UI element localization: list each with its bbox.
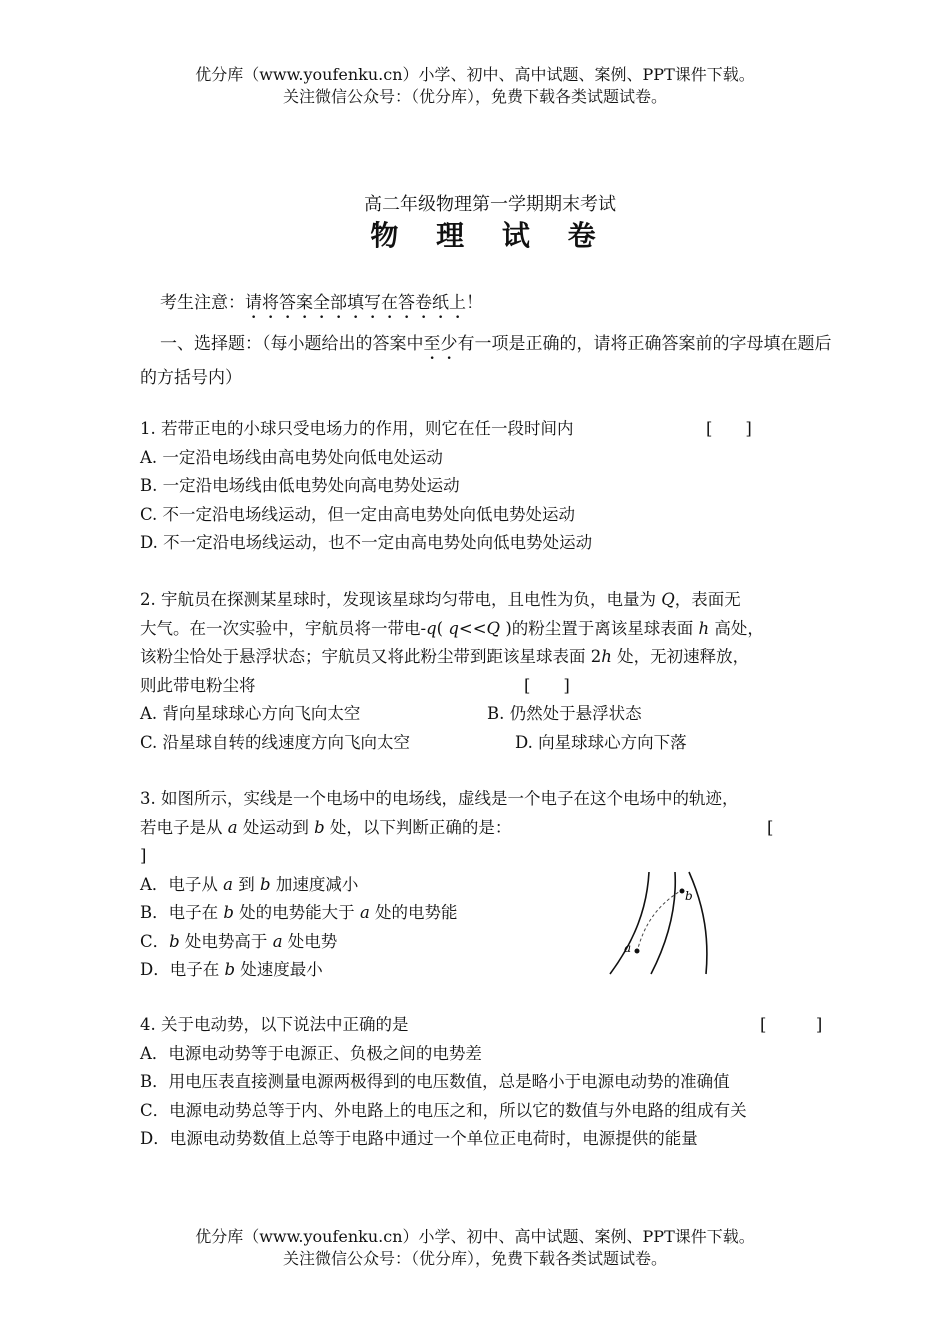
var-a: a xyxy=(272,931,283,951)
section-1-instructions xyxy=(140,330,842,392)
field-line xyxy=(610,872,649,974)
var-b: b xyxy=(314,817,325,837)
question-2 xyxy=(140,586,842,757)
page-header xyxy=(0,64,950,108)
answer-bracket: [ ] xyxy=(524,675,570,695)
field-lines-figure xyxy=(605,868,725,980)
label-a: a xyxy=(624,941,632,955)
electron-trajectory xyxy=(637,890,682,952)
text: B．电子在 xyxy=(140,903,224,922)
text: 处电势高于 xyxy=(179,931,273,951)
footer-line-2: 关注微信公众号：（优分库），免费下载各类试题试卷。 xyxy=(282,1249,667,1268)
question-2-line-4 xyxy=(140,672,842,701)
question-3-option-d xyxy=(140,956,842,985)
var-a: a xyxy=(359,903,370,922)
text: 2. 宇航员在探测某星球时，发现该星球均匀带电，且电性为负，电量为 xyxy=(140,590,662,609)
question-3-bracket-close: ] xyxy=(140,846,147,865)
question-1-option-d: D. 不一定沿电场线运动，也不一定由高电势处向低电势处运动 xyxy=(140,533,593,552)
text: 则此带电粉尘将 xyxy=(140,675,256,695)
field-line xyxy=(651,872,675,974)
question-3-line-2 xyxy=(140,814,842,843)
question-3-option-c xyxy=(140,928,842,957)
question-3 xyxy=(140,785,842,985)
notice-prefix: 考生注意： xyxy=(160,293,245,313)
text: 处运动到 xyxy=(237,817,315,837)
text: 处的电势能大于 xyxy=(233,903,360,922)
text: 处，以下判断正确的是： xyxy=(324,817,512,837)
label-b: b xyxy=(685,889,693,903)
question-2-line-3 xyxy=(140,643,842,672)
question-4-option-c: C．电源电动势总等于内、外电路上的电压之和，所以它的数值与外电路的组成有关 xyxy=(140,1100,747,1120)
notice-emphasis: 请将答案全部填写在答卷纸上 xyxy=(245,293,466,313)
question-1-text: 1. 若带正电的小球只受电场力的作用，则它在任一段时间内 xyxy=(140,419,574,438)
question-2-options-row-1 xyxy=(140,700,842,729)
page-footer xyxy=(0,1226,950,1270)
question-1 xyxy=(140,415,842,558)
question-4-option-d: D．电源电动势数值上总等于电路中通过一个单位正电荷时，电源提供的能量 xyxy=(140,1129,698,1148)
text: C． xyxy=(140,931,170,951)
exam-title: 物 理 试 卷 xyxy=(370,219,610,252)
footer-line-1: 优分库（www.youfenku.cn）小学、初中、高中试题、案例、PPT课件下载。 xyxy=(195,1227,755,1246)
var-h: h xyxy=(698,618,710,638)
question-1-option-a: A. 一定沿电场线由高电势处向低电处运动 xyxy=(140,447,443,467)
text: 高处， xyxy=(709,618,764,638)
question-2-line-2 xyxy=(140,615,842,644)
var-b: b xyxy=(169,931,180,951)
text: << xyxy=(458,618,487,638)
text: 若电子是从 xyxy=(140,817,228,837)
point-b xyxy=(680,889,685,894)
point-a xyxy=(635,949,640,954)
var-q: q xyxy=(426,618,437,638)
question-3-option-a xyxy=(140,871,842,900)
question-1-stem xyxy=(140,415,842,444)
section-1-text-b: 有一项是正确的，请将正确答案前的字母填在题后的方括号内） xyxy=(140,334,832,388)
var-Q: Q xyxy=(486,618,501,638)
text: ( xyxy=(436,618,449,638)
question-2-line-1 xyxy=(140,586,842,615)
text: 处速度最小 xyxy=(235,960,323,979)
var-q: q xyxy=(448,618,459,638)
var-b: b xyxy=(260,874,271,894)
answer-bracket: [ ] xyxy=(706,419,752,438)
question-1-option-b: B. 一定沿电场线由低电势处向高电势处运动 xyxy=(140,476,460,495)
question-3-option-b xyxy=(140,899,842,928)
text: 处的电势能 xyxy=(369,903,458,922)
section-1-text-a: 一、选择题：（每小题给出的答案中 xyxy=(160,334,424,354)
question-1-option-c: C. 不一定沿电场线运动，但一定由高电势处向低电势处运动 xyxy=(140,504,576,524)
question-4-text: 4. 关于电动势，以下说法中正确的是 xyxy=(140,1015,409,1034)
text: 该粉尘恰处于悬浮状态；宇航员又将此粉尘带到距该星球表面 2 xyxy=(140,647,602,666)
question-2-options-row-2 xyxy=(140,729,842,758)
question-2-option-d: D. 向星球球心方向下落 xyxy=(515,732,687,752)
var-a: a xyxy=(223,874,234,894)
text: 到 xyxy=(233,874,261,894)
text: 处电势 xyxy=(282,931,338,951)
notice-suffix: ！ xyxy=(466,293,483,313)
section-1-emphasis: 至少 xyxy=(423,334,458,354)
question-2-option-b: B. 仍然处于悬浮状态 xyxy=(487,704,642,723)
header-line-2: 关注微信公众号：（优分库），免费下载各类试题试卷。 xyxy=(282,87,667,106)
text: D．电子在 xyxy=(140,960,225,979)
text: ，表面无 xyxy=(674,590,741,609)
exam-subtitle: 高二年级物理第一学期期末考试 xyxy=(364,194,616,215)
var-a: a xyxy=(227,817,238,837)
question-3-line-1: 3. 如图所示，实线是一个电场中的电场线，虚线是一个电子在这个电场中的轨迹， xyxy=(140,789,739,808)
var-h: h xyxy=(601,647,612,666)
text: 加速度减小 xyxy=(270,874,359,894)
text: A．电子从 xyxy=(140,874,224,894)
question-4-stem xyxy=(140,1011,850,1040)
question-2-option-a: A. 背向星球球心方向飞向太空 xyxy=(140,704,361,723)
answer-bracket: [ ] xyxy=(760,1015,823,1034)
text: 处，无初速释放， xyxy=(611,647,750,666)
var-Q: Q xyxy=(661,590,675,609)
question-2-option-c: C. 沿星球自转的线速度方向飞向太空 xyxy=(140,732,411,752)
text: )的粉尘置于离该星球表面 xyxy=(500,618,699,638)
question-4-option-a: A．电源电动势等于电源正、负极之间的电势差 xyxy=(140,1043,482,1063)
answer-bracket-open: [ xyxy=(767,817,774,837)
text: 大气。在一次实验中，宇航员将一带电- xyxy=(140,618,427,638)
field-line xyxy=(689,872,707,974)
question-4-option-b: B．用电压表直接测量电源两极得到的电压数值，总是略小于电源电动势的准确值 xyxy=(140,1072,730,1091)
var-b: b xyxy=(223,903,234,922)
header-line-1: 优分库（www.youfenku.cn）小学、初中、高中试题、案例、PPT课件下载。 xyxy=(195,65,755,84)
var-b: b xyxy=(224,960,236,979)
candidate-notice xyxy=(160,288,483,323)
question-4 xyxy=(140,1011,850,1154)
